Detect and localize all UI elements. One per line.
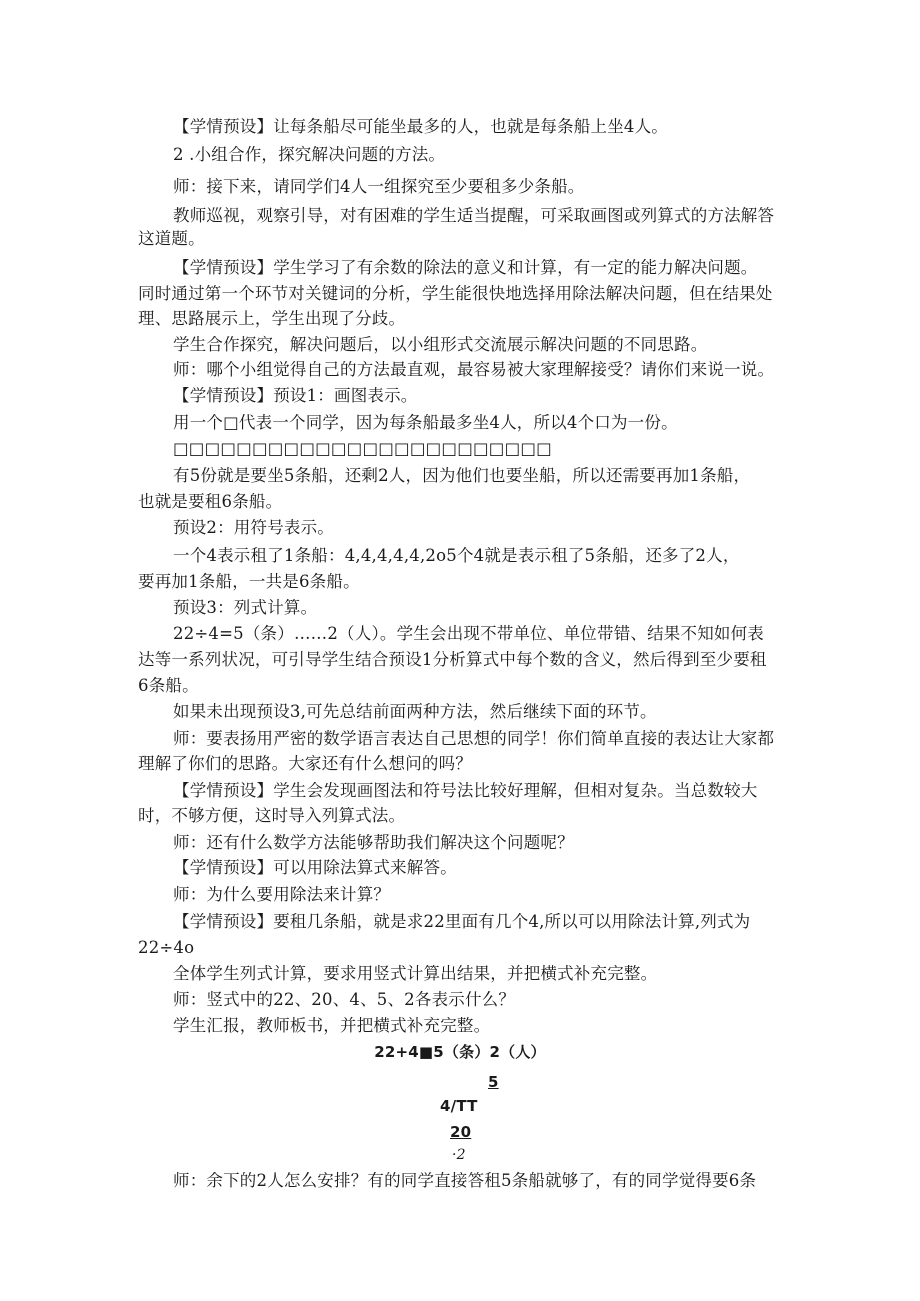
paragraph-line: 【学情预设】要租几条船，就是求22里面有几个4,所以可以用除法计算,列式为 (173, 912, 751, 931)
paragraph-line: 【学情预设】预设1：画图表示。 (173, 386, 418, 405)
paragraph-line: 【学情预设】让每条船尽可能坐最多的人，也就是每条船上坐4人。 (173, 117, 668, 136)
paragraph-line: 学生汇报，教师板书，并把横式补充完整。 (173, 1016, 491, 1035)
paragraph-line: 达等一系列状况，可引导学生结合预设1分析算式中每个数的含义，然后得到至少要租 (138, 650, 767, 669)
division-product: 20 (450, 1123, 472, 1141)
paragraph-line: 师：为什么要用除法来计算？ (173, 885, 391, 904)
paragraph-line: 师：接下来，请同学们4人一组探究至少要租多少条船。 (173, 177, 585, 196)
paragraph-line: 预设3：列式计算。 (173, 598, 318, 617)
paragraph-line: 也就是要租6条船。 (138, 492, 283, 511)
paragraph-line: 教师巡视，观察引导，对有困难的学生适当提醒，可采取画图或列算式的方法解答 (173, 206, 775, 225)
paragraph-line: 理、思路展示上，学生出现了分歧。 (138, 309, 406, 328)
paragraph-line: 一个4表示租了1条船：4,4,4,4,4,2o5个4就是表示租了5条船，还多了2人， (173, 546, 740, 565)
paragraph-line: 预设2：用符号表示。 (173, 518, 334, 537)
paragraph-line: 如果未出现预设3,可先总结前面两种方法，然后继续下面的环节。 (173, 702, 657, 721)
paragraph-line: 【学情预设】可以用除法算式来解答。 (173, 858, 457, 877)
paragraph-line: 22÷4=5（条）……2（人）。学生会出现不带单位、单位带错、结果不知如何表 (173, 624, 764, 643)
paragraph-line: 同时通过第一个环节对关键词的分析，学生能很快地选择用除法解决问题，但在结果处 (138, 284, 773, 303)
paragraph-line: 学生合作探究，解决问题后，以小组形式交流展示解决问题的不同思路。 (173, 335, 708, 354)
paragraph-line: 2 .小组合作，探究解决问题的方法。 (173, 145, 446, 164)
paragraph-line: 用一个□代表一个同学，因为每条船最多坐4人，所以4个口为一份。 (173, 413, 678, 432)
paragraph-line: 师：还有什么数学方法能够帮助我们解决这个问题呢？ (173, 833, 574, 852)
division-quotient: 5 (488, 1073, 499, 1091)
paragraph-line: 师：竖式中的22、20、4、5、2各表示什么？ (173, 990, 516, 1009)
paragraph-line: 22÷4o (138, 938, 195, 957)
paragraph-line: 有5份就是要坐5条船，还剩2人，因为他们也要坐船，所以还需要再加1条船， (173, 466, 751, 485)
paragraph-line: 【学情预设】学生会发现画图法和符号法比较好理解，但相对复杂。当总数较大 (173, 781, 758, 800)
paragraph-line: 师：余下的2人怎么安排？有的同学直接答租5条船就够了，有的同学觉得要6条 (173, 1171, 757, 1190)
paragraph-line: 【学情预设】学生学习了有余数的除法的意义和计算，有一定的能力解决问题。 (173, 258, 758, 277)
paragraph-line: 理解了你们的思路。大家还有什么想问的吗？ (138, 754, 472, 773)
board-equation: 22+4■5（条）2（人） (374, 1043, 546, 1061)
paragraph-line: 要再加1条船，一共是6条船。 (138, 572, 360, 591)
paragraph-line: 师：要表扬用严密的数学语言表达自己思想的同学！你们简单直接的表达让大家都 (173, 729, 775, 748)
paragraph-line: 这道题。 (138, 229, 205, 248)
paragraph-line: 全体学生列式计算，要求用竖式计算出结果，并把横式补充完整。 (173, 964, 658, 983)
paragraph-line: 时，不够方便，这时导入列算式法。 (138, 806, 406, 825)
paragraph-line: 师：哪个小组觉得自己的方法最直观，最容易被大家理解接受？请你们来说一说。 (173, 360, 775, 379)
squares-row: □□□□□□□□□□□□□□□□□□□□□□□□ (173, 439, 552, 458)
division-divisor-line: 4/TT (440, 1097, 478, 1115)
paragraph-line: 6条船。 (138, 676, 199, 695)
division-remainder: ·2 (452, 1147, 466, 1163)
